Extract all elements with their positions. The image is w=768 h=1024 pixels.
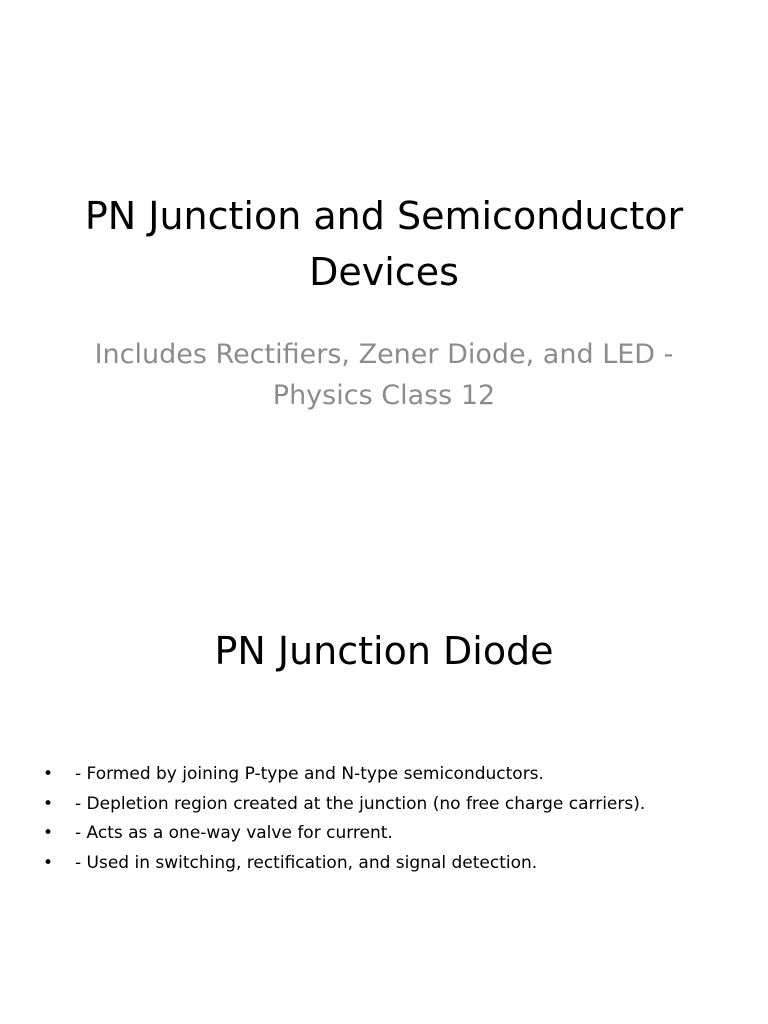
bullet-text: - Formed by joining P-type and N-type semiconductors.: [75, 764, 544, 784]
bullet-item: [40, 790, 740, 820]
slide-title: PN Junction and Semiconductor Devices: [84, 194, 684, 294]
slide-title: PN Junction Diode: [214, 629, 554, 673]
bullet-text: - Used in switching, rectification, and signal detection.: [75, 852, 538, 873]
bullet-list: [40, 760, 740, 878]
bullet-item: [40, 760, 740, 790]
bullet-icon: •: [43, 852, 54, 873]
slide-subtitle: Includes Rectifiers, Zener Diode, and LED - Physics Class 12: [94, 339, 674, 411]
bullet-text: - Depletion region created at the junction (no free charge carriers).: [75, 793, 646, 814]
bullet-item: [40, 819, 740, 849]
bullet-icon: •: [43, 823, 54, 843]
bullet-icon: •: [43, 793, 54, 814]
bullet-text: - Acts as a one-way valve for current.: [75, 823, 393, 843]
content-slide: [0, 576, 768, 1024]
bullet-icon: •: [43, 764, 54, 784]
bullet-item: [40, 849, 740, 879]
